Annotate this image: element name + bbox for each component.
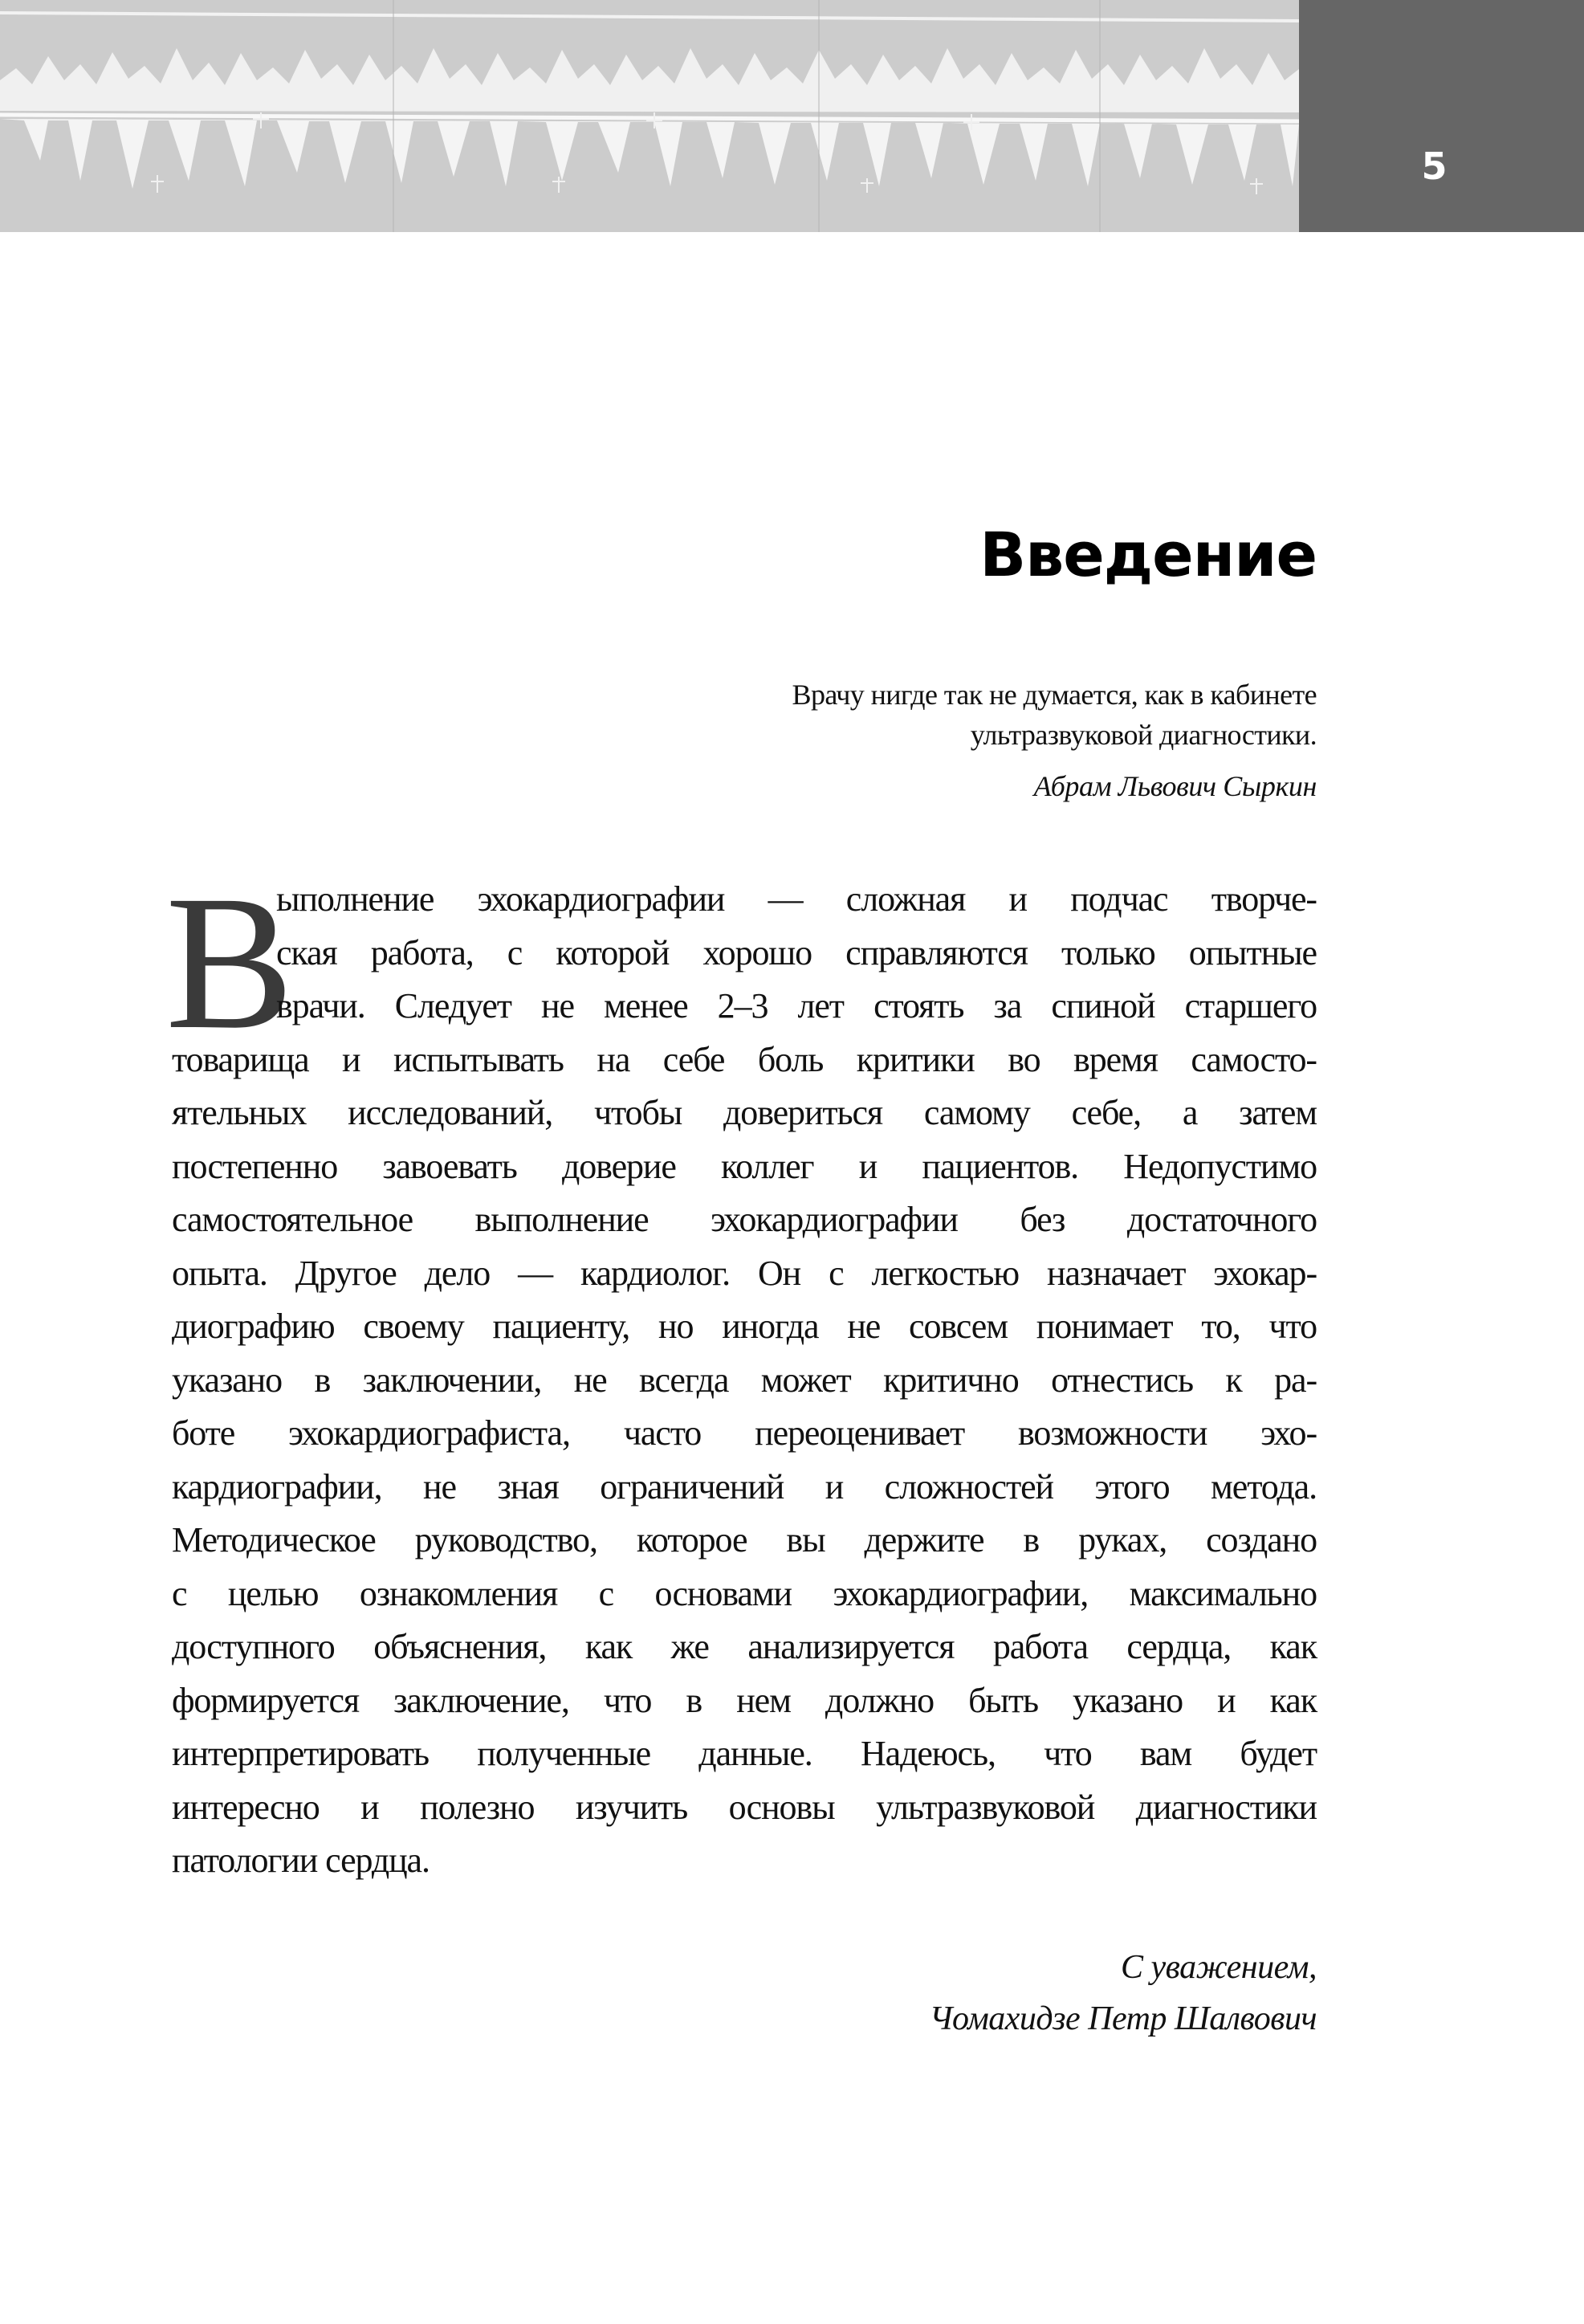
body-line: диографию своему пациенту, но иногда не совсем понимает то, что xyxy=(172,1307,1317,1346)
body-line: Методическое руководство, которое вы держите в руках, создано xyxy=(172,1520,1317,1560)
body-line: товарища и испытывать на себе боль критики во время самосто- xyxy=(172,1039,1317,1079)
page-number-text: 5 xyxy=(1421,145,1448,188)
body-line: постепенно завоевать доверие коллег и пациентов. Недопустимо xyxy=(172,1146,1317,1186)
epigraph xyxy=(792,675,1317,806)
epigraph-line: ультразвуковой диагностики. xyxy=(970,719,1317,751)
body-line: ыполнение эхокардиографии — сложная и подчас творче- xyxy=(276,879,1317,919)
body-line: боте эхокардиографиста, часто переоценивает возможности эхо- xyxy=(172,1413,1317,1453)
body-line: патологии сердца. xyxy=(172,1841,430,1880)
body-line: ятельных исследований, чтобы довериться самому себе, а затем xyxy=(172,1093,1317,1132)
body-line: формируется заключение, что в нем должно быть указано и как xyxy=(172,1680,1317,1720)
body-line: интерпретировать полученные данные. Надеюсь, что вам будет xyxy=(172,1734,1317,1773)
chapter-title: Введение xyxy=(979,519,1317,590)
page-number xyxy=(1299,145,1584,188)
body-line: с целью ознакомления с основами эхокардиографии, максимально xyxy=(172,1573,1317,1613)
drop-cap: В xyxy=(165,855,295,1069)
body-line: указано в заключении, не всегда может критично отнестись к ра- xyxy=(172,1360,1317,1400)
signature-closing: С уважением, xyxy=(1121,1949,1317,1986)
page-number-tab xyxy=(1299,0,1584,232)
body-paragraph xyxy=(172,873,1317,1888)
signature-name: Чомахидзе Петр Шалвович xyxy=(929,2000,1317,2037)
body-line: доступного объяснения, как же анализируется работа сердца, как xyxy=(172,1627,1317,1666)
body-line: опыта. Другое дело — кардиолог. Он с легкостью назначает эхокар- xyxy=(172,1253,1317,1293)
body-line: кардиографии, не зная ограничений и сложностей этого метода. xyxy=(172,1466,1317,1507)
epigraph-author: Абрам Львович Сыркин xyxy=(1033,770,1317,802)
epigraph-line: Врачу нигде так не думается, как в кабинете xyxy=(792,679,1317,711)
body-line: интересно и полезно изучить основы ультразвуковой диагностики xyxy=(172,1787,1317,1827)
doppler-waveform-image xyxy=(0,0,1299,232)
body-line: врачи. Следует не менее 2–3 лет стоять за спиной старшего xyxy=(276,986,1317,1025)
body-line: самостоятельное выполнение эхокардиографии без достаточного xyxy=(172,1200,1317,1239)
signature xyxy=(930,1942,1317,2045)
body-line: ская работа, с которой хорошо справляются только опытные xyxy=(276,932,1317,972)
header-doppler-band xyxy=(0,0,1299,232)
